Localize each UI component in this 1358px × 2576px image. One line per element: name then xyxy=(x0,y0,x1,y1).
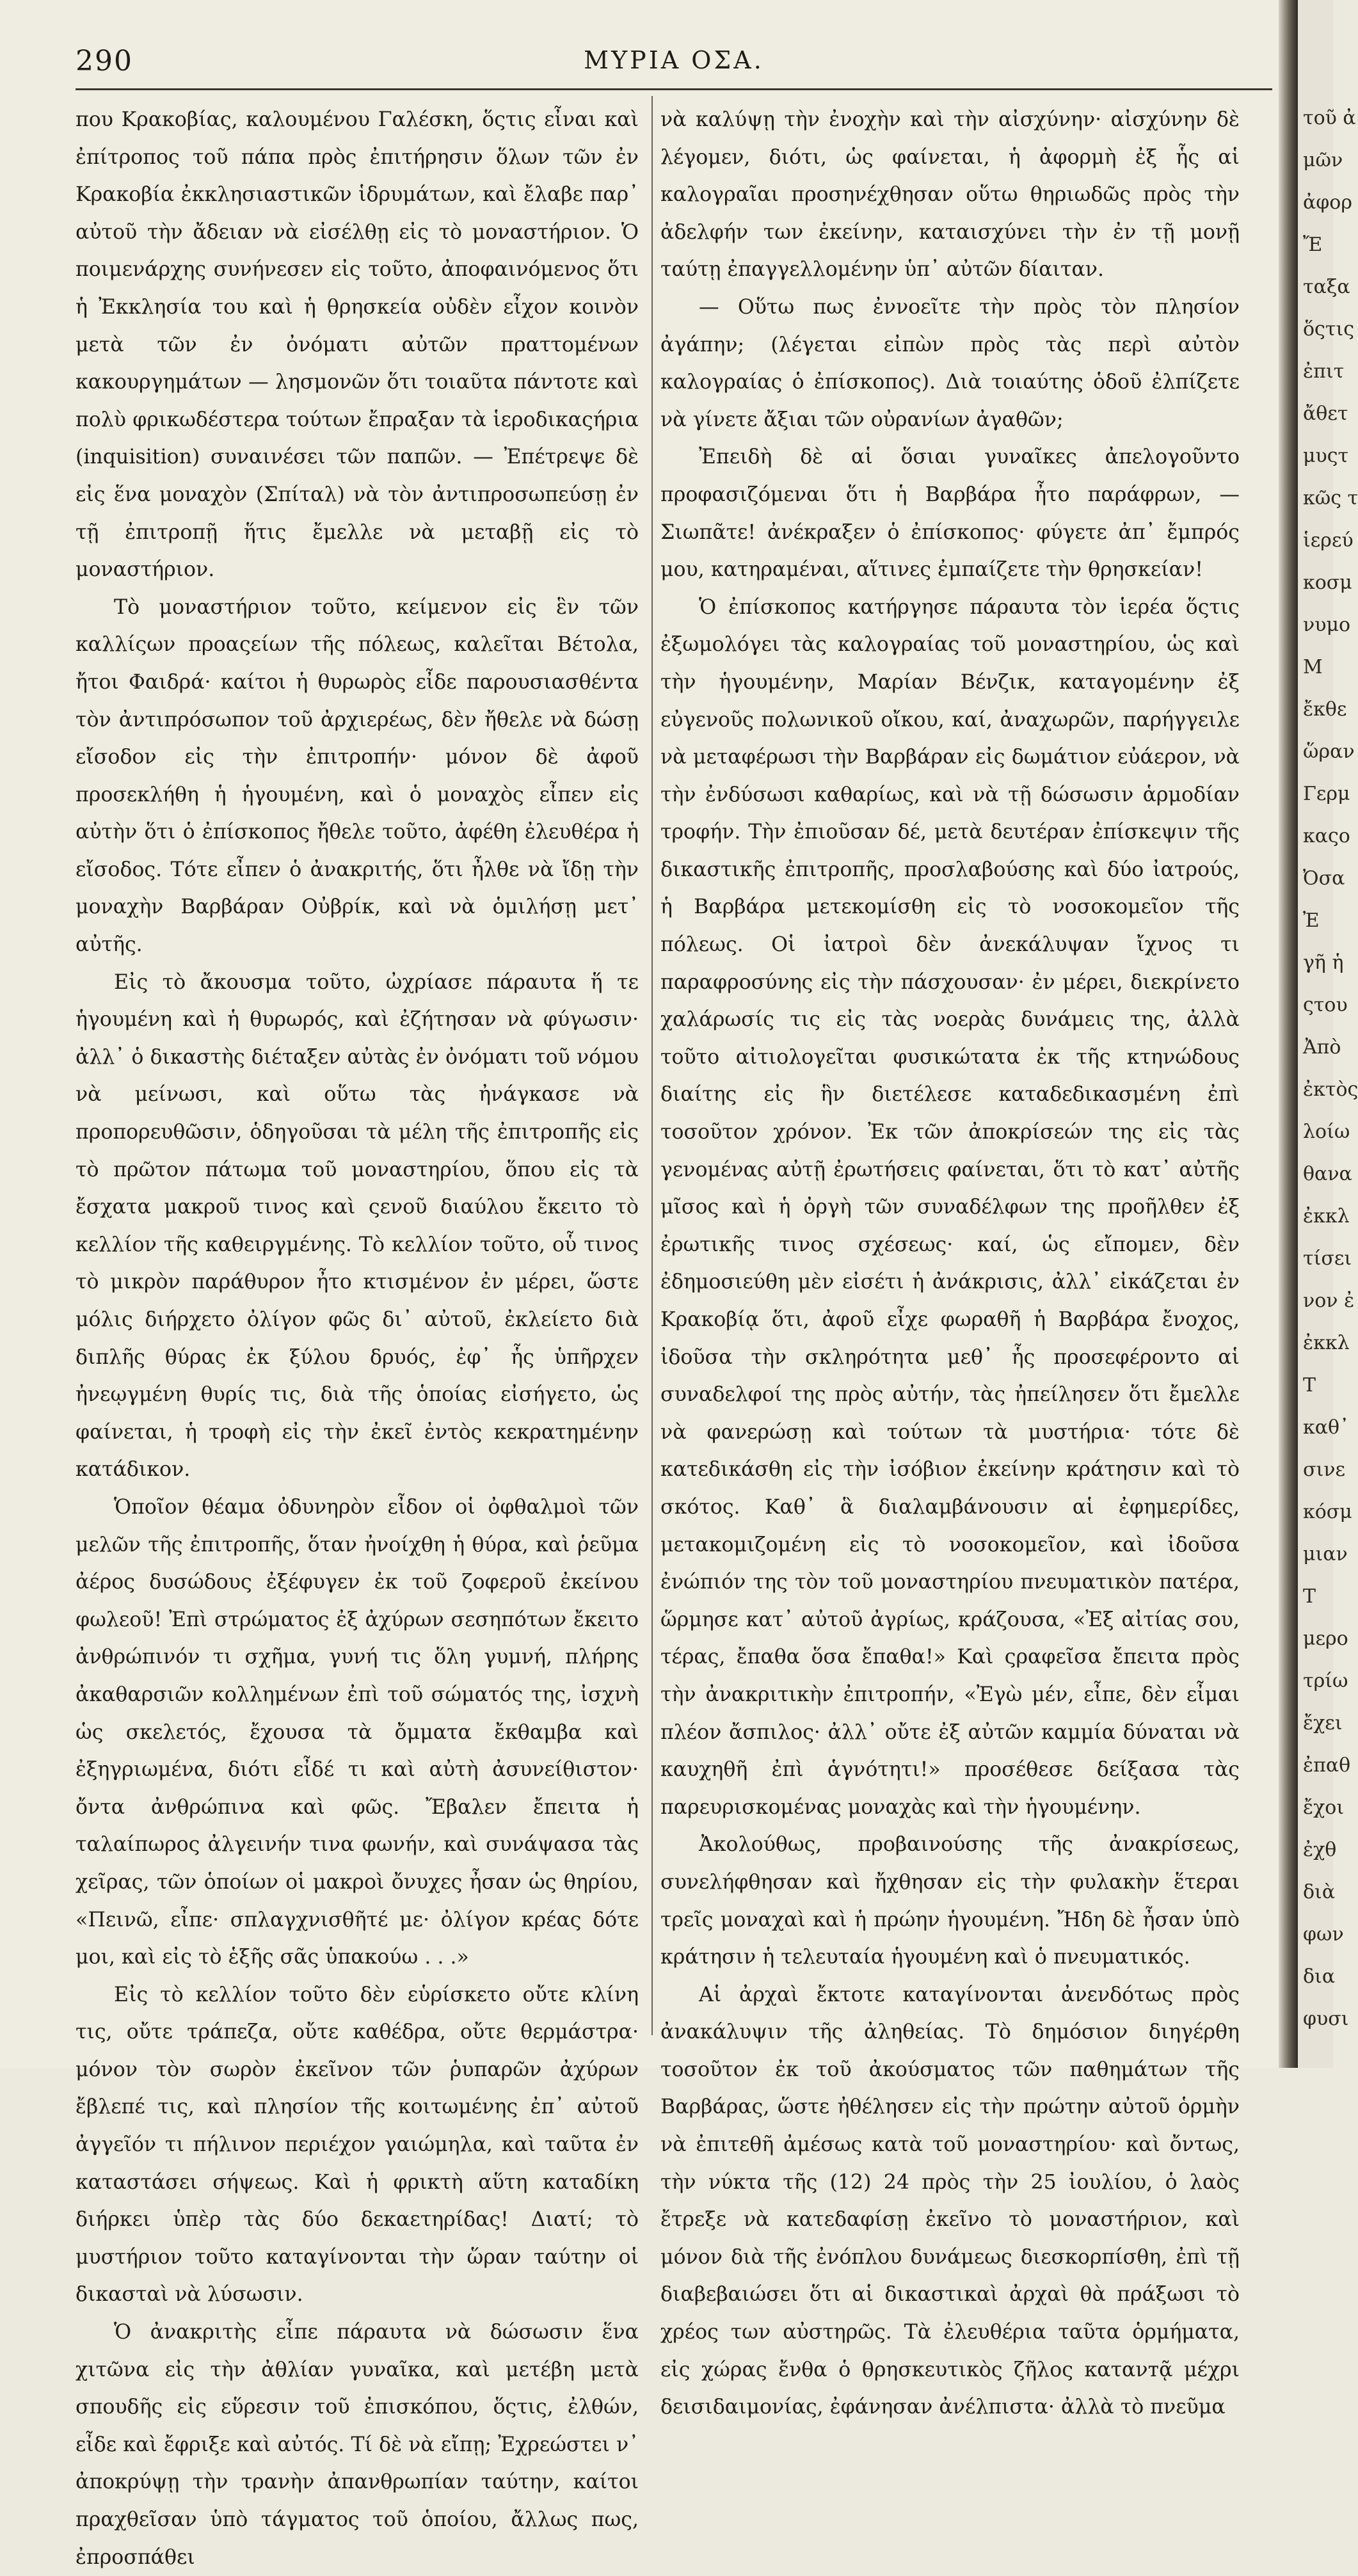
page-header xyxy=(76,45,1272,78)
adjacent-page-fragment: Ἀπὸ xyxy=(1303,1036,1341,1059)
left-column xyxy=(76,101,639,2569)
adjacent-page-fragment: ςτου xyxy=(1303,994,1348,1016)
adjacent-page-fragment: κῶς τ xyxy=(1303,487,1358,509)
adjacent-page-fragment: διὰ xyxy=(1303,1881,1336,1903)
adjacent-page-fragment: Γερμ xyxy=(1303,783,1350,805)
adjacent-page-fragment: Ἐ xyxy=(1303,909,1320,932)
paragraph: — Οὕτω πως ἐννοεῖτε τὴν πρὸς τὸν πλησίον ἀγάπην; (λέγεται εἰπὼν πρὸς τὰς περὶ αὐτὸν καλογραίας ὁ ἐπίσκοπος). Διὰ τοιαύτης ὁδοῦ ἐλπίζετε νὰ γίνετε ἄξιαι τῶν οὐρανίων ἀγαθῶν; xyxy=(660,295,1240,431)
page-number: 290 xyxy=(76,45,133,77)
adjacent-page-fragment: δια xyxy=(1303,1965,1336,1988)
adjacent-page-fragment: νον ἐ xyxy=(1303,1290,1355,1312)
adjacent-page-fragment: γῆ ἡ xyxy=(1303,952,1344,974)
adjacent-page-fragment: ἔχοι xyxy=(1303,1796,1345,1819)
adjacent-page-fragment: ἐκτὸς xyxy=(1303,1078,1358,1101)
adjacent-page-edge xyxy=(1298,0,1358,2068)
header-rule xyxy=(76,88,1272,90)
adjacent-page-fragment: μυςτ xyxy=(1303,445,1349,467)
paragraph: που Κρακοβίας, καλουμένου Γαλέσκη, ὅςτις εἶναι καὶ ἐπίτροπος τοῦ πάπα πρὸς ἐπιτήρησιν ὅλων τῶν ἐν Κρακοβία ἐκκλησιαστικῶν ἱδρυμάτων, καὶ ἔλαβε παρ᾽ αὐτοῦ τὴν ἄδειαν νὰ εἰσέλθῃ εἰς τὸ μοναστήριον. Ὁ ποιμενάρχης συνήνεσεν εἰς τοῦτο, ἀποφαινόμενος ὅτι ἡ Ἐκκλησία του καὶ ἡ θρησκεία οὐδὲν εἶχον κοινὸν μετὰ τῶν ἐν ὀνόματι αὐτῶν πραττομένων κακουργημάτων — λησμονῶν ὅτι τοιαῦτα πάντοτε καὶ πολὺ φρικωδέστερα τούτων ἔπραξαν τὰ ἱεροδικαςήρια (inquisition) συναινέσει τῶν παπῶν. — Ἐπέτρεψε δὲ εἰς ἕνα μοναχὸν (Σπίταλ) νὰ τὸν ἀντιπροσωπεύσῃ ἐν τῇ ἐπιτροπῇ ἥτις ἔμελλε νὰ μεταβῇ εἰς τὸ μοναστήριον. xyxy=(76,108,639,582)
adjacent-page-fragment: ἔχει xyxy=(1303,1712,1343,1734)
adjacent-page-fragment: καθ᾽ xyxy=(1303,1416,1350,1439)
adjacent-page-fragment: τίσει xyxy=(1303,1247,1352,1270)
paragraph: Εἰς τὸ ἄκουσμα τοῦτο, ὠχρίασε πάραυτα ἥ τε ἡγουμένη καὶ ἡ θυρωρός, καὶ ἐζήτησαν νὰ φύγωσιν· ἀλλ᾽ ὁ δικαστὴς διέταξεν αὐτὰς ἐν ὀνόματι τοῦ νόμου νὰ μείνωσι, καὶ οὕτω τὰς ἠνάγκασε νὰ προπορευθῶσιν, ὁδηγοῦσαι τὰ μέλη τῆς ἐπιτροπῆς εἰς τὸ πρῶτον πάτωμα τοῦ μοναστηρίου, ὅπου εἰς τὰ ἔσχατα μακροῦ τινος καὶ ςενοῦ διαύλου ἔκειτο τὸ κελλίον τῆς καθειργμένης. Τὸ κελλίον τοῦτο, οὗ τινος τὸ μικρὸν παράθυρον ἦτο κτισμένον ἐν μέρει, ὥστε μόλις διήρχετο ὀλίγον φῶς δι᾽ αὐτοῦ, ἐκλείετο διὰ διπλῆς θύρας ἐκ ξύλου δρυός, ἐφ᾽ ἧς ὑπῆρχεν ἠνεῳγμένη θυρίς τις, διὰ τῆς ὁποίας εἰσήγετο, ὡς φαίνεται, ἡ τροφὴ εἰς τὴν ἐκεῖ ἐντὸς κεκρατημένην κατάδικον. xyxy=(76,970,639,1482)
paragraph: Εἰς τὸ κελλίον τοῦτο δὲν εὑρίσκετο οὔτε κλίνη τις, οὔτε τράπεζα, οὔτε καθέδρα, οὔτε θερμάστρα· μόνον τὸν σωρὸν ἐκεῖνον τῶν ῥυπαρῶν ἀχύρων ἔβλεπέ τις, καὶ πλησίον τῆς κοιτωμένης ἐπ᾽ αὐτοῦ ἀγγεῖόν τι πήλινον περιέχον γαιώμηλα, καὶ ταῦτα ἐν καταστάσει σήψεως. Καὶ ἡ φρικτὴ αὕτη καταδίκη διήρκει ὑπὲρ τὰς δύο δεκαετηρίδας! Διατί; τὸ μυστήριον τοῦτο καταγίνονται τὴν ὥραν ταύτην οἱ δικασταὶ νὰ λύσωσιν. xyxy=(76,1983,639,2307)
adjacent-page-fragment: τοῦ ἀ xyxy=(1303,107,1356,129)
paragraph: Ὁποῖον θέαμα ὀδυνηρὸν εἶδον οἱ ὀφθαλμοὶ τῶν μελῶν τῆς ἐπιτροπῆς, ὅταν ἠνοίχθη ἡ θύρα, καὶ ῥεῦμα ἀέρος δυσώδους ἐξέφυγεν ἐκ τοῦ ζοφεροῦ ἐκείνου φωλεοῦ! Ἐπὶ στρώματος ἐξ ἀχύρων σεσηπότων ἔκειτο ἀνθρώπινόν τι σχῆμα, γυνή τις ὅλη γυμνή, πλήρης ἀκαθαρσιῶν κολλημένων ἐπὶ τοῦ σώματός της, ἰσχνὴ ὡς σκελετός, ἔχουσα τὰ ὄμματα ἔκθαμβα καὶ ἐξηγριωμένα, διότι εἶδέ τι καὶ αὐτὴ ἀσυνείθιστον· ὄντα ἀνθρώπινα καὶ φῶς. Ἔβαλεν ἔπειτα ἡ ταλαίπωρος ἀλγεινήν τινα φωνήν, καὶ συνάψασα τὰς χεῖρας, τῶν ὁποίων οἱ μακροὶ ὄνυχες ἦσαν ὡς θηρίου, «Πεινῶ, εἶπε· σπλαγχνισθῆτέ με· ὀλίγον κρέας δότε μοι, καὶ εἰς τὸ ἑξῆς σᾶς ὑπακούω . . .» xyxy=(76,1495,639,1969)
book-gutter-shadow xyxy=(1279,0,1298,2068)
paragraph: Ὁ ἀνακριτὴς εἶπε πάραυτα νὰ δώσωσιν ἕνα χιτῶνα εἰς τὴν ἀθλίαν γυναῖκα, καὶ μετέβη μετὰ σπουδῆς εἰς εὕρεσιν τοῦ ἐπισκόπου, ὅςτις, ἐλθών, εἶδε καὶ ἔφριξε καὶ αὐτός. Τί δὲ νὰ εἴπῃ; Ἐχρεώστει ν᾽ ἀποκρύψῃ τὴν τρανὴν ἀπανθρωπίαν ταύτην, καίτοι πραχθεῖσαν ὑπὸ τάγματος τοῦ ὁποίου, ἄλλως πως, ἐπροσπάθει xyxy=(76,2321,639,2569)
column-divider xyxy=(651,96,653,2035)
paragraph: Ὁ ἐπίσκοπος κατήργησε πάραυτα τὸν ἱερέα ὅςτις ἐξωμολόγει τὰς καλογραίας τοῦ μοναστηρίου, ὡς καὶ τὴν ἡγουμένην, Μαρίαν Βένζικ, καταγομένην ἐξ εὐγενοῦς πολωνικοῦ οἴκου, καί, ἀναχωρῶν, παρήγγειλε νὰ μεταφέρωσι τὴν Βαρβάραν εἰς δωμάτιον εὐάερον, νὰ τὴν ἐνδύσωσι καθαρίως, καὶ νὰ τῇ δώσωσιν ἁρμοδίαν τροφήν. Τὴν ἐπιοῦσαν δέ, μετὰ δευτέραν ἐπίσκεψιν τῆς δικαστικῆς ἐπιτροπῆς, προσλαβούσης καὶ δύο ἰατρούς, ἡ Βαρβάρα μετεκομίσθη εἰς τὸ νοσοκομεῖον τῆς πόλεως. Οἱ ἰατροὶ δὲν ἀνεκάλυψαν ἴχνος τι παραφροσύνης εἰς τὴν πάσχουσαν· ἐν μέρει, διεκρίνετο χαλάρωσίς τις εἰς τὰς νοερὰς δυνάμεις της, ἀλλὰ τοῦτο αἰτιολογεῖται φυσικώτατα ἐκ τῆς κτηνώδους διαίτης εἰς ἣν διετέλεσε καταδεδικασμένη ἐπὶ τοσοῦτον χρόνον. Ἐκ τῶν ἀποκρίσεών της εἰς τὰς γενομένας αὐτῇ ἐρωτήσεις φαίνεται, ὅτι τὸ κατ᾽ αὐτῆς μῖσος καὶ ἡ ὀργὴ τῶν συναδέλφων της προῆλθεν ἐξ ἐρωτικῆς τινος σχέσεως· καί, ὡς εἴπομεν, δὲν ἐδημοσιεύθη μὲν εἰσέτι ἡ ἀνάκρισις, ἀλλ᾽ εἰκάζεται ἐν Κρακοβίᾳ ὅτι, ἀφοῦ εἶχε φωραθῆ ἡ Βαρβάρα ἔνοχος, ἰδοῦσα τὴν σκληρότητα μεθ᾽ ἧς προσεφέροντο αἱ συναδελφοί της πρὸς αὐτήν, τὰς ἠπείλησεν ὅτι ἔμελλε νὰ φανερώσῃ καὶ τούτων τὰ μυστήρια· τότε δὲ κατεδικάσθη εἰς τὴν ἰσόβιον ἐκείνην κράτησιν καὶ τὸ σκότος. Καθ᾽ ἃ διαλαμβάνουσιν αἱ ἐφημερίδες, μετακομιζομένη εἰς τὸ νοσοκομεῖον, καὶ ἰδοῦσα ἐνώπιόν της τὸν τοῦ μοναστηρίου πνευματικὸν πατέρα, ὥρμησε κατ᾽ αὐτοῦ ἀγρίως, κράζουσα, «Ἐξ αἰτίας σου, τέρας, ἔπαθα ὅσα ἔπαθα!» Καὶ ςραφεῖσα ἔπειτα πρὸς τὴν ἀνακριτικὴν ἐπιτροπήν, «Ἐγὼ μέν, εἶπε, δὲν εἶμαι πλέον ἄσπιλος· ἀλλ᾽ οὔτε ἐξ αὐτῶν καμμία δύναται νὰ καυχηθῆ ἐπὶ ἁγνότητι!» προσέθεσε δείξασα τὰς παρευρισκομένας μοναχὰς καὶ τὴν ἡγουμένην. xyxy=(660,595,1240,1819)
paragraph: Αἱ ἀρχαὶ ἔκτοτε καταγίνονται ἀνενδότως πρὸς ἀνακάλυψιν τῆς ἀληθείας. Τὸ δημόσιον διηγέρθη τοσοῦτον ἐκ τοῦ ἀκούσματος τῶν παθημάτων τῆς Βαρβάρας, ὥστε ἠθέλησεν εἰς τὴν πρώτην αὐτοῦ ὁρμὴν νὰ ἐπιτεθῆ ἀμέσως κατὰ τοῦ μοναστηρίου· καὶ ὄντως, τὴν νύκτα τῆς (12) 24 πρὸς τὴν 25 ἰουλίου, ὁ λαὸς ἔτρεξε νὰ κατεδαφίσῃ ἐκεῖνο τὸ μοναστήριον, καὶ μόνον διὰ τῆς ἐνόπλου δυνάμεως διεσκορπίσθη, ἐπὶ τῇ διαβεβαιώσει ὅτι αἱ δικαστικαὶ ἀρχαὶ θὰ πράξωσι τὸ χρέος των αὐστηρῶς. Τὰ ἐλευθέρια ταῦτα ὁρμήματα, εἰς χώρας ἔνθα ὁ θρησκευτικὸς ζῆλος κατανтᾷ μέχρι δεισιδαιμονίας, ἐφάνησαν ἀνέλπιστα· ἀλλὰ τὸ πνεῦμα xyxy=(660,1983,1240,2419)
adjacent-page-fragment: ἐπιτ xyxy=(1303,360,1345,383)
running-title: ΜΥΡΙΑ ΟΣΑ. xyxy=(584,46,764,74)
adjacent-page-fragment: ἱερεύ xyxy=(1303,529,1354,552)
adjacent-page-fragment: θανα xyxy=(1303,1163,1352,1185)
adjacent-page-fragment: ἐκκλ xyxy=(1303,1205,1350,1228)
adjacent-page-fragment: ἀφορ xyxy=(1303,191,1352,214)
adjacent-page-fragment: ταξα xyxy=(1303,276,1350,298)
paragraph: Ἀκολούθως, προβαινούσης τῆς ἀνακρίσεως, συνελήφθησαν καὶ ἤχθησαν εἰς τὴν φυλακὴν ἕτεραι τρεῖς μοναχαὶ καὶ ἡ πρώην ἡγουμένη. Ἤδη δὲ ἦσαν ὑπὸ κράτησιν ἡ τελευταία ἡγουμένη καὶ ὁ πνευματικός. xyxy=(660,1833,1240,1969)
adjacent-page-fragment: Τ xyxy=(1303,1374,1316,1396)
adjacent-page-fragment: τρίω xyxy=(1303,1670,1348,1692)
adjacent-page-fragment: ὅςτις xyxy=(1303,318,1355,340)
adjacent-page-fragment: σινε xyxy=(1303,1459,1346,1481)
adjacent-page-fragment: ἐχθ xyxy=(1303,1839,1337,1861)
paragraph: Τὸ μοναστήριον τοῦτο, κείμενον εἰς ἓν τῶν καλλίςων προαςείων τῆς πόλεως, καλεῖται Βέτολα, ἤτοι Φαιδρά· καίτοι ἡ θυρωρὸς εἶδε παρουσιασθέντα τὸν ἀντιπρόσωπον τοῦ ἀρχιερέως, δὲν ἤθελε νὰ δώσῃ εἴσοδον εἰς τὴν ἐπιτροπήν· μόνον δὲ ἀφοῦ προσεκλήθη ἡ ἡγουμένη, καὶ ὁ μοναχὸς εἶπεν εἰς αὐτὴν ὅτι ὁ ἐπίσκοπος ἤθελε τοῦτο, ἀφέθη ἐλευθέρα ἡ εἴσοδος. Τότε εἶπεν ὁ ἀνακριτής, ὅτι ἦλθε νὰ ἴδῃ τὴν μοναχὴν Βαρβάραν Οὐβρίκ, καὶ νὰ ὁμιλήσῃ μετ᾽ αὐτῆς. xyxy=(76,595,639,957)
adjacent-page-fragment: μιαν xyxy=(1303,1543,1348,1565)
adjacent-page-fragment: Ἔ xyxy=(1303,234,1323,256)
right-column xyxy=(660,101,1240,2419)
adjacent-page-fragment: κόσμ xyxy=(1303,1501,1352,1523)
adjacent-page-fragment: κοσμ xyxy=(1303,572,1352,594)
adjacent-page-fragment: ἄθετ xyxy=(1303,403,1348,425)
adjacent-page-fragment: μερο xyxy=(1303,1628,1348,1650)
adjacent-page-fragment: μῶν xyxy=(1303,149,1343,172)
adjacent-page-fragment: καςο xyxy=(1303,825,1350,847)
adjacent-page-fragment: ἔκθε xyxy=(1303,698,1347,721)
adjacent-page-fragment: λοίω xyxy=(1303,1121,1350,1143)
adjacent-page-fragment: νυμο xyxy=(1303,614,1351,636)
adjacent-page-fragment: φυσι xyxy=(1303,2008,1349,2030)
adjacent-page-fragment: φων xyxy=(1303,1923,1344,1946)
adjacent-page-fragment: ὥραν xyxy=(1303,740,1355,763)
adjacent-page-fragment: Μ xyxy=(1303,656,1323,678)
adjacent-page-fragment: Ὀσα xyxy=(1303,867,1345,890)
adjacent-page-fragment: ἐκκλ xyxy=(1303,1332,1350,1354)
adjacent-page-fragment: Τ xyxy=(1303,1585,1316,1608)
adjacent-page-fragment: ἐπαθ xyxy=(1303,1754,1351,1777)
paragraph: Ἐπειδὴ δὲ αἱ ὅσιαι γυναῖκες ἀπελογοῦντο προφασιζόμεναι ὅτι ἡ Βαρβάρα ἦτο παράφρων, — Σιωπᾶτε! ἀνέκραξεν ὁ ἐπίσκοπος· φύγετε ἀπ᾽ ἔμπρός μου, κατηραμέναι, αἵτινες ἐμπαίζετε τὴν θρησκείαν! xyxy=(660,445,1240,582)
paragraph: νὰ καλύψῃ τὴν ἐνοχὴν καὶ τὴν αἰσχύνην· αἰσχύνην δὲ λέγομεν, διότι, ὡς φαίνεται, ἡ ἀφορμὴ ἐξ ἧς αἱ καλογραῖαι προσηνέχθησαν οὕτω θηριωδῶς πρὸς τὴν ἀδελφήν των ἐκείνην, καταισχύνει τὴν ἐν τῇ μονῇ ταύτῃ ἐπαγγελλομένην ὑπ᾽ αὐτῶν δίαιταν. xyxy=(660,108,1240,282)
